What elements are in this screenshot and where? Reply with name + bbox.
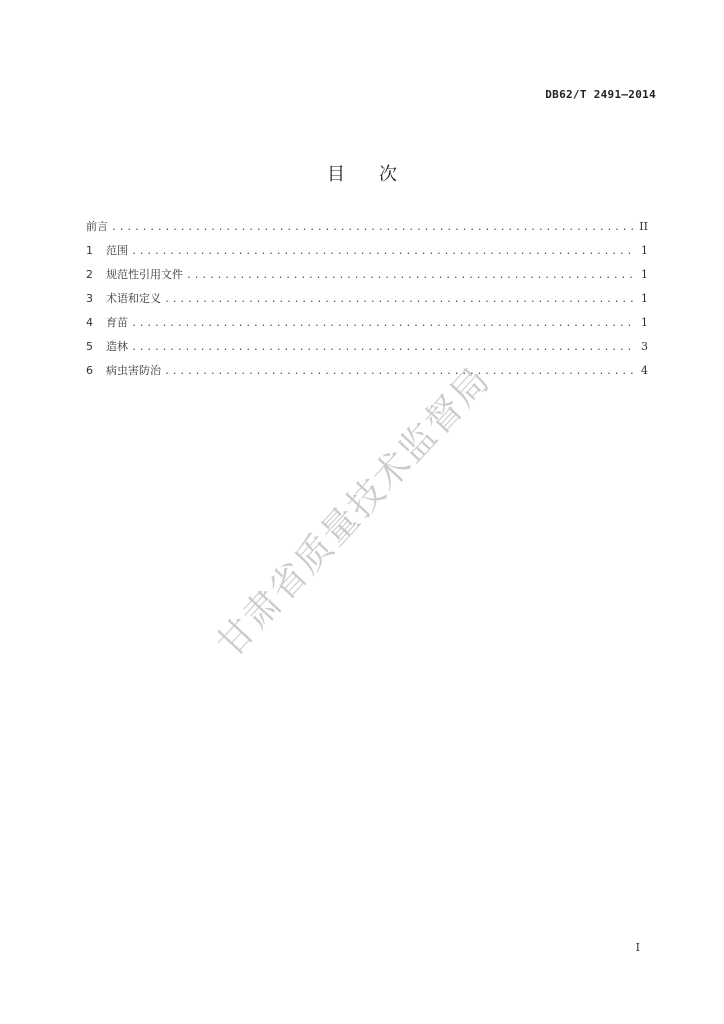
toc-entry-page: 1: [641, 292, 648, 305]
toc-entry-number: 1: [86, 244, 93, 257]
toc-entry-number: 3: [86, 292, 93, 305]
toc-entry-page: 4: [641, 364, 648, 377]
toc-entry-label: 前言: [86, 220, 108, 233]
toc-leader-dots: [131, 246, 635, 257]
page-number: I: [635, 941, 640, 954]
toc-entry-page: 1: [641, 268, 648, 281]
toc-entry-label: 病虫害防治: [106, 364, 161, 377]
toc-entry-label: 育苗: [106, 316, 128, 329]
table-of-contents: [86, 218, 648, 386]
toc-entry-page: 1: [641, 316, 648, 329]
toc-title: [0, 160, 724, 186]
toc-entry-page: 1: [641, 244, 648, 257]
toc-entry-afforestation[interactable]: [86, 338, 648, 362]
toc-leader-dots: [164, 366, 635, 377]
toc-entry-seedling-raising[interactable]: [86, 314, 648, 338]
toc-entry-label: 造林: [106, 340, 128, 353]
toc-leader-dots: [131, 342, 635, 353]
toc-leader-dots: [111, 222, 633, 233]
toc-entry-label: 术语和定义: [106, 292, 161, 305]
toc-leader-dots: [164, 294, 635, 305]
toc-entry-label: 范围: [106, 244, 128, 257]
toc-entry-terms-definitions[interactable]: [86, 290, 648, 314]
toc-leader-dots: [131, 318, 635, 329]
toc-leader-dots: [186, 270, 635, 281]
toc-entry-number: 6: [86, 364, 93, 377]
toc-title-part2: 次: [379, 164, 397, 185]
toc-entry-number: 4: [86, 316, 93, 329]
toc-entry-page: 3: [641, 340, 648, 353]
toc-entry-foreword[interactable]: [86, 218, 648, 242]
toc-entry-pest-control[interactable]: [86, 362, 648, 386]
toc-entry-label: 规范性引用文件: [106, 268, 183, 281]
toc-entry-number: 5: [86, 340, 93, 353]
toc-entry-page: II: [639, 220, 648, 233]
toc-title-part1: 目: [327, 164, 345, 185]
toc-entry-normative-references[interactable]: [86, 266, 648, 290]
toc-entry-number: 2: [86, 268, 93, 281]
watermark: 甘肃省质量技术监督局: [209, 359, 499, 665]
toc-entry-scope[interactable]: [86, 242, 648, 266]
standard-code: DB62/T 2491—2014: [545, 88, 656, 101]
